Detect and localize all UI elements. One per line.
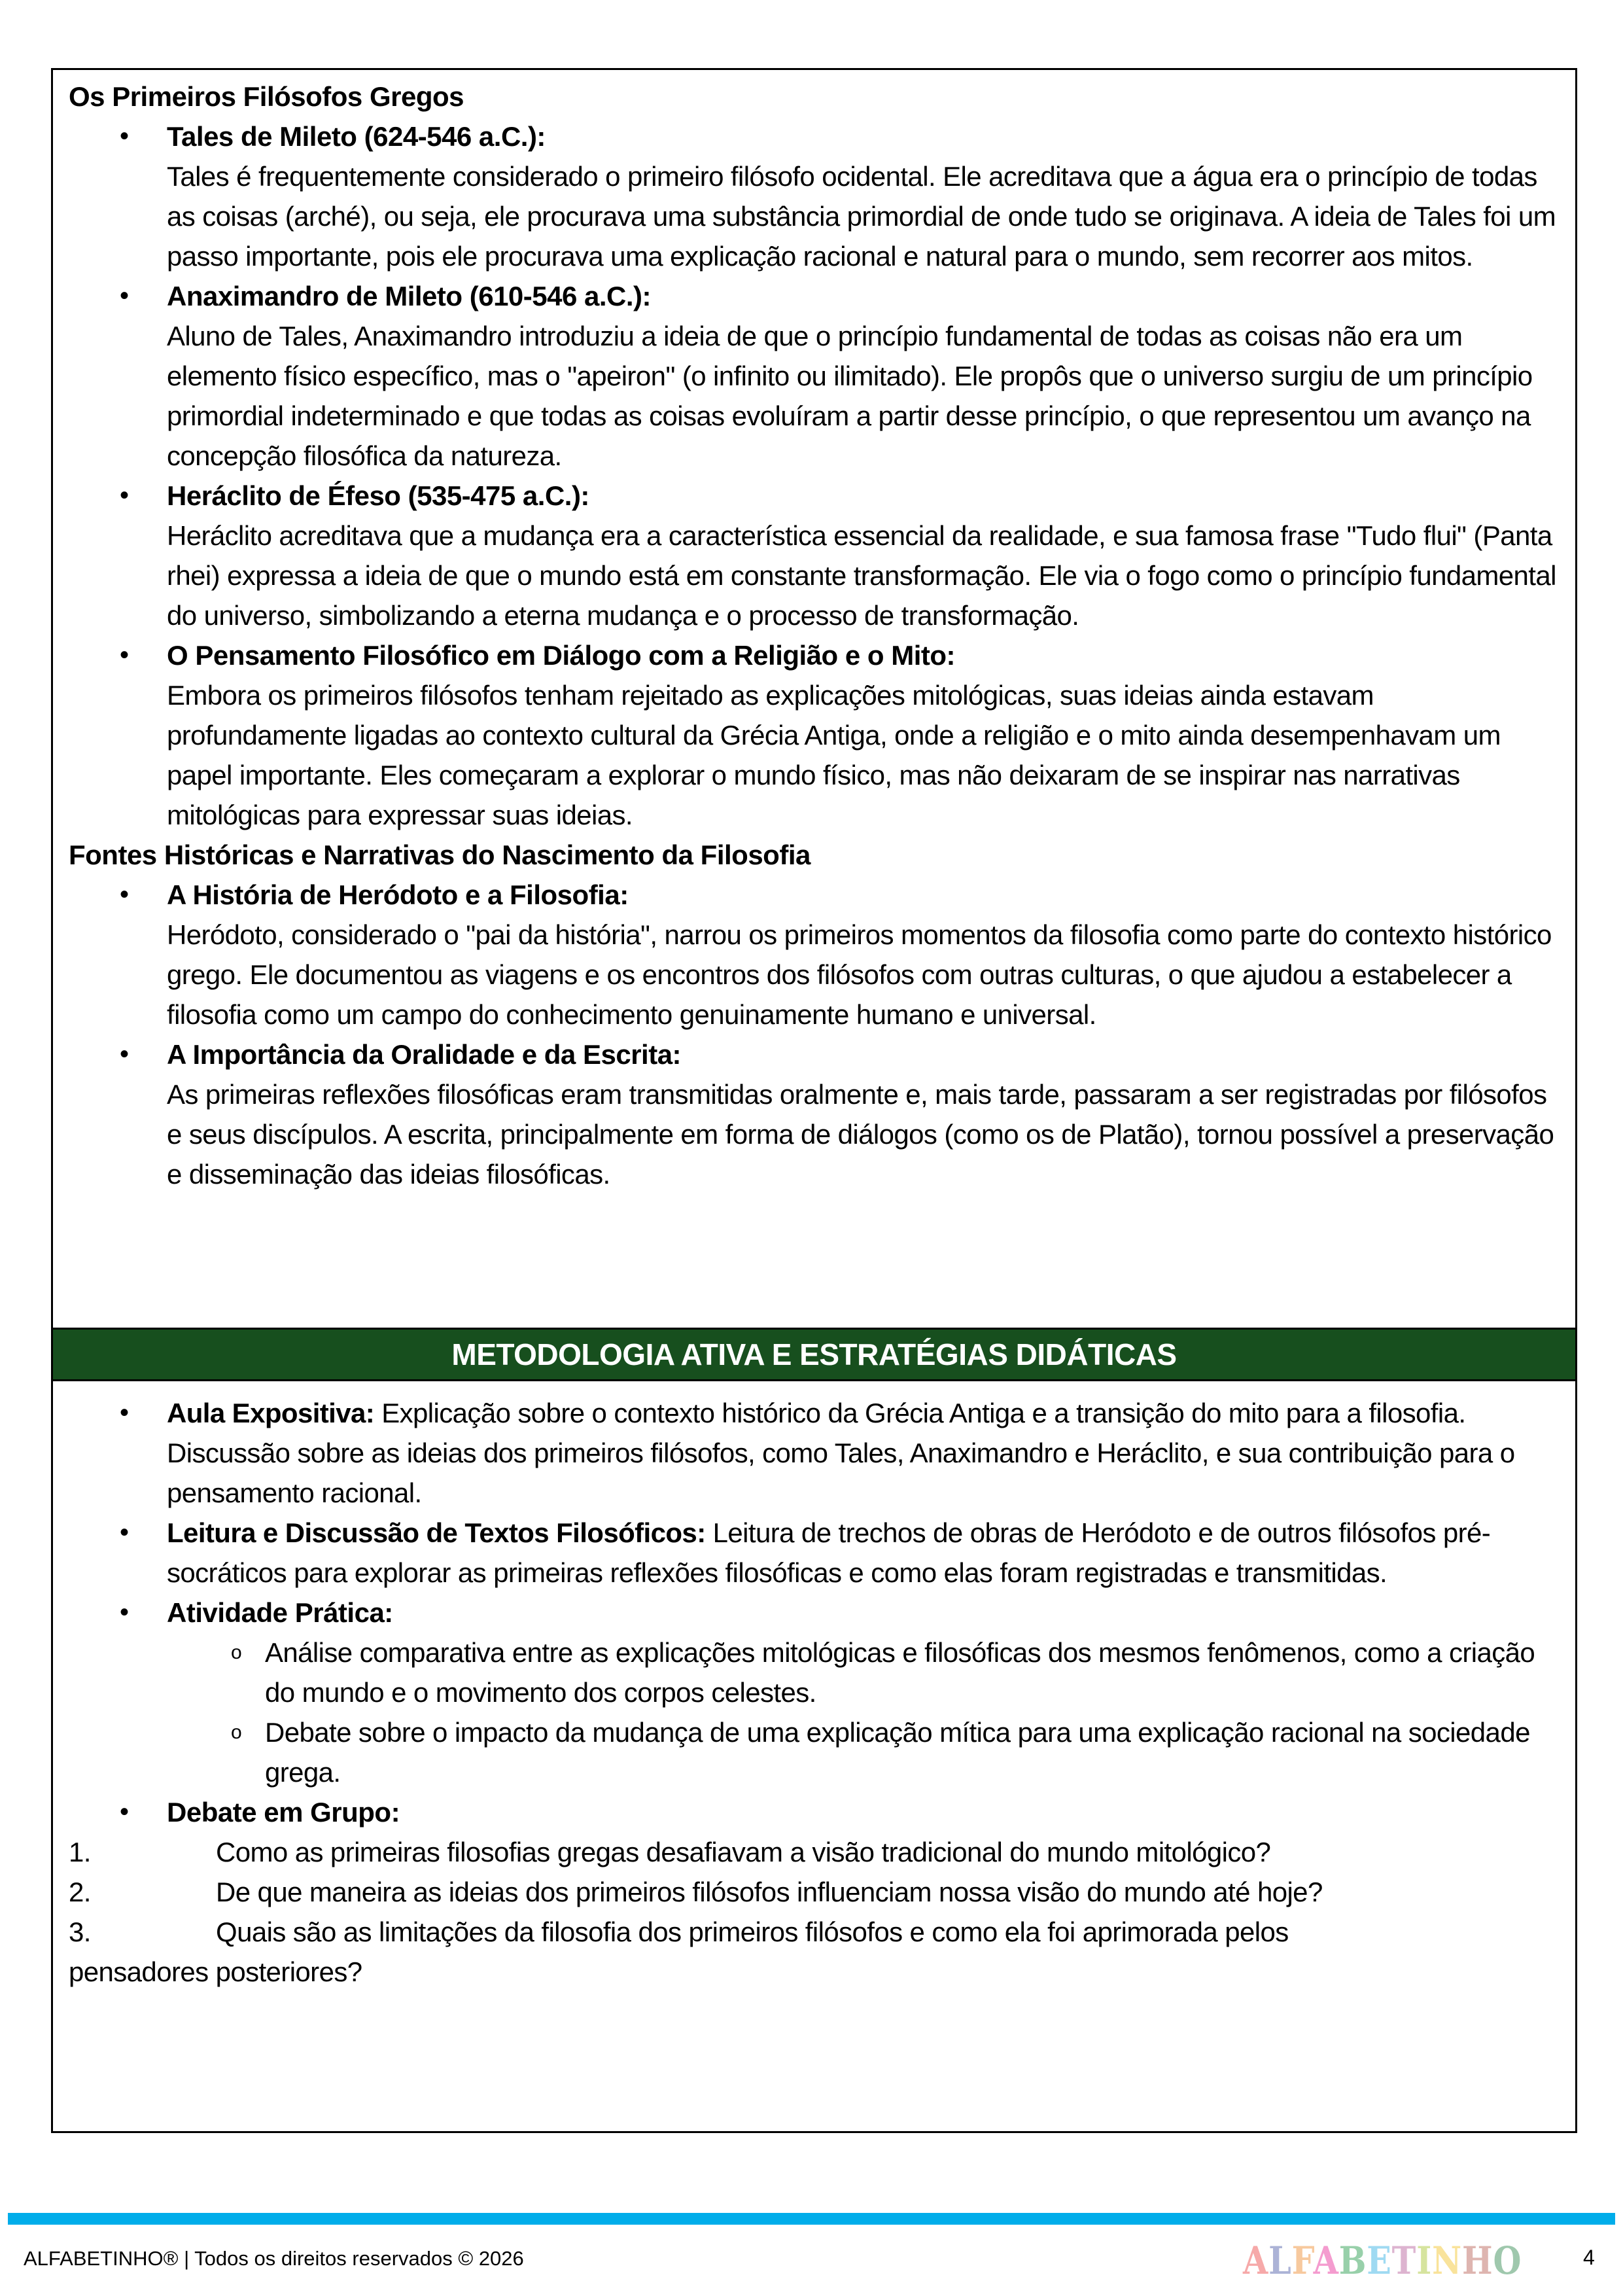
question-1 — [69, 1832, 1560, 1872]
philosophy-content — [69, 77, 1560, 1194]
content-frame — [51, 68, 1577, 2133]
logo-letter: B — [1338, 2238, 1367, 2283]
subitem-text: Debate sobre o impacto da mudança de uma explicação mítica para uma explicação racional na sociedade grega. — [265, 1717, 1530, 1788]
item-title: O Pensamento Filosófico em Diálogo com a Religião e o Mito: — [167, 640, 956, 671]
bullet-icon: • — [120, 122, 130, 150]
question-number: 3. — [69, 1916, 91, 1947]
item-body: Heródoto, considerado o "pai da história", narrou os primeiros momentos da filosofia como parte do contexto histórico grego. Ele documentou as viagens e os encontros dos filósofos com outras culturas, o que ajudou a estabelecer a filosofia como um campo do conhecimento genuinamente humano e universal. — [167, 919, 1552, 1030]
question-text: De que maneira as ideias dos primeiros filósofos influenciam nossa visão do mundo até hoje? — [216, 1877, 1323, 1907]
list-item-herodoto — [69, 875, 1560, 1034]
circle-bullet-icon: o — [231, 1722, 242, 1743]
item-title: A História de Heródoto e a Filosofia: — [167, 879, 629, 910]
question-2 — [69, 1872, 1560, 1912]
question-text: Como as primeiras filosofias gregas desafiavam a visão tradicional do mundo mitológico? — [216, 1837, 1271, 1867]
logo-letter: H — [1462, 2238, 1493, 2283]
logo-letter: I — [1416, 2238, 1433, 2283]
item-title: Leitura e Discussão de Textos Filosóficos: — [167, 1517, 706, 1548]
list-item-heraclito — [69, 476, 1560, 635]
list-item-aula-expositiva — [69, 1393, 1560, 1513]
item-body: Aluno de Tales, Anaximandro introduziu a ideia de que o princípio fundamental de todas as coisas não era um elemento físico específico, mas o "apeiron" (o infinito ou ilimitado). Ele propôs que o universo surgiu de um princípio primordial indeterminado e que todas as coisas evoluíram a partir desse princípio, o que representou um avanço na concepção filosófica da natureza. — [167, 321, 1533, 471]
list-item-debate-grupo — [69, 1792, 1560, 1832]
bullet-icon: • — [120, 1398, 130, 1427]
bullet-icon: • — [120, 880, 130, 909]
bullet-icon: • — [120, 481, 130, 510]
item-title: Anaximandro de Mileto (610-546 a.C.): — [167, 281, 652, 311]
logo-letter: T — [1391, 2238, 1417, 2283]
item-body: Explicação sobre o contexto histórico da Grécia Antiga e a transição do mito para a filosofia. Discussão sobre as ideias dos primeiros filósofos, como Tales, Anaximandro e Heráclito, e sua contribuição para o pensamento racional. — [167, 1398, 1515, 1508]
footer-divider-bar — [8, 2213, 1615, 2225]
item-body: Embora os primeiros filósofos tenham rejeitado as explicações mitológicas, suas ideias ainda estavam profundamente ligadas ao contexto cultural da Grécia Antiga, onde a religião e o mito ainda desempenhavam um papel importante. Eles começaram a explorar o mundo físico, mas não deixaram de se inspirar nas narrativas mitológicas para expressar suas ideias. — [167, 680, 1501, 830]
logo-letter: L — [1268, 2238, 1292, 2283]
logo-letter: F — [1291, 2238, 1314, 2283]
logo-letter: N — [1432, 2238, 1463, 2283]
list-item-tales — [69, 116, 1560, 276]
circle-bullet-icon: o — [231, 1642, 242, 1663]
bullet-icon: • — [120, 641, 130, 669]
subitem-text: Análise comparativa entre as explicações mitológicas e filosóficas dos mesmos fenômenos, como a criação do mundo e o movimento dos corpos celestes. — [265, 1637, 1535, 1708]
item-body: As primeiras reflexões filosóficas eram transmitidas oralmente e, mais tarde, passaram a ser registradas por filósofos e seus discípulos. A escrita, principalmente em forma de diálogos (como os de Platão), tornou possível a preservação e disseminação das ideias filosóficas. — [167, 1079, 1554, 1190]
bullet-icon: • — [120, 1040, 130, 1069]
question-3 — [69, 1912, 1560, 1952]
subitem-analise — [69, 1633, 1560, 1712]
list-item-pensamento — [69, 635, 1560, 835]
bullet-icon: • — [120, 1598, 130, 1627]
list-item-atividade-pratica — [69, 1593, 1560, 1633]
list-item-anaximandro — [69, 276, 1560, 476]
item-title: Debate em Grupo: — [167, 1797, 400, 1828]
item-text — [167, 1513, 1560, 1593]
item-title: Heráclito de Éfeso (535-475 a.C.): — [167, 480, 589, 511]
question-number: 2. — [69, 1877, 91, 1907]
section-heading-first-philosophers: Os Primeiros Filósofos Gregos — [69, 81, 464, 112]
subitem-debate — [69, 1712, 1560, 1792]
item-title: Aula Expositiva: — [167, 1398, 375, 1428]
item-title: Tales de Mileto (624-546 a.C.): — [167, 121, 546, 152]
logo-letter: A — [1313, 2238, 1339, 2283]
item-body: Leitura de trechos de obras de Heródoto e de outros filósofos pré-socráticos para explorar as primeiras reflexões filosóficas e como elas foram registradas e transmitidas. — [167, 1517, 1491, 1588]
footer-copyright: ALFABETINHO® | Todos os direitos reservados © 2026 — [24, 2247, 524, 2270]
question-number: 1. — [69, 1837, 91, 1867]
item-text — [167, 1393, 1560, 1513]
item-title: Atividade Prática: — [167, 1597, 393, 1628]
methodology-banner: METODOLOGIA ATIVA E ESTRATÉGIAS DIDÁTICAS — [53, 1328, 1575, 1381]
question-3-continuation: pensadores posteriores? — [69, 1956, 362, 1987]
alfabetinho-logo — [1243, 2238, 1522, 2283]
list-item-leitura — [69, 1513, 1560, 1593]
bullet-icon: • — [120, 1518, 130, 1547]
question-text: Quais são as limitações da filosofia dos primeiros filósofos e como ela foi aprimorada pelos — [216, 1916, 1289, 1947]
logo-letter: O — [1493, 2238, 1522, 2283]
item-body: Tales é frequentemente considerado o primeiro filósofo ocidental. Ele acreditava que a água era o princípio de todas as coisas (arché), ou seja, ele procurava uma substância primordial de onde tudo se originava. A ideia de Tales foi um passo importante, pois ele procurava uma explicação racional e natural para o mundo, sem recorrer aos mitos. — [167, 161, 1556, 272]
list-item-oralidade — [69, 1034, 1560, 1194]
section-heading-historical-sources: Fontes Históricas e Narrativas do Nascimento da Filosofia — [69, 839, 811, 870]
bullet-icon: • — [120, 1797, 130, 1826]
page-number: 4 — [1583, 2246, 1595, 2269]
bullet-icon: • — [120, 281, 130, 310]
logo-letter: A — [1243, 2238, 1269, 2283]
item-body: Heráclito acreditava que a mudança era a característica essencial da realidade, e sua famosa frase "Tudo flui" (Panta rhei) expressa a ideia de que o mundo está em constante transformação. Ele via o fogo como o princípio fundamental do universo, simbolizando a eterna mudança e o processo de transformação. — [167, 520, 1556, 631]
methodology-content — [69, 1393, 1560, 1992]
logo-letter: E — [1367, 2238, 1392, 2283]
item-title: A Importância da Oralidade e da Escrita: — [167, 1039, 682, 1070]
